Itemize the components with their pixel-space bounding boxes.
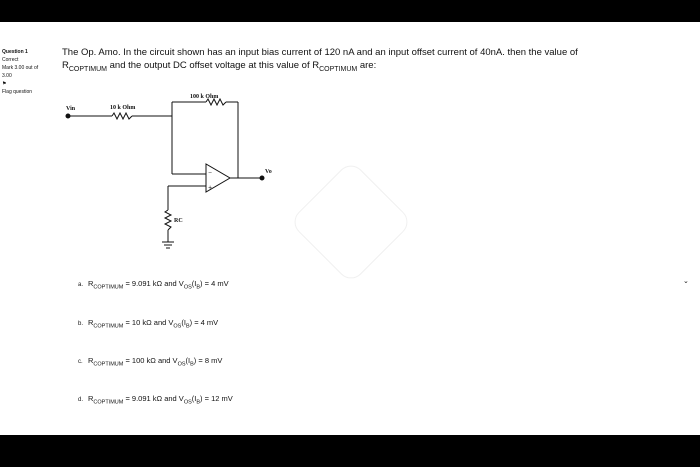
rc-label: RC <box>174 218 183 224</box>
option-text3: ) = 8 mV <box>193 356 223 365</box>
question-mark-total: 3.00 <box>2 73 12 79</box>
question-line-2 <box>62 59 687 76</box>
flag-icon: ⚑ <box>2 81 7 87</box>
question-status: Correct <box>2 57 19 63</box>
option-vsub: OS <box>173 323 182 330</box>
flag-question-link[interactable] <box>2 80 54 96</box>
option-r: R <box>88 279 94 288</box>
r-subscript-2: COPTIMUM <box>319 65 358 73</box>
option-text1: = 9.091 kΩ and V <box>123 279 184 288</box>
rf-label: 100 k Ohm <box>190 94 219 100</box>
option-vsub: OS <box>177 361 186 368</box>
option-vsub: OS <box>183 399 192 406</box>
r1-resistor <box>112 113 132 119</box>
opamp-minus: − <box>208 170 213 176</box>
option-letter: c. <box>78 359 83 365</box>
option-letter: a. <box>78 282 84 288</box>
question-text <box>62 46 687 76</box>
option-rsub: COPTIMUM <box>93 323 124 330</box>
option-rsub: COPTIMUM <box>93 284 124 291</box>
quiz-page <box>0 22 700 435</box>
option-b[interactable] <box>78 318 218 330</box>
option-isub: B <box>196 284 201 291</box>
question-line-1: The Op. Amo. In the circuit shown has an input bias current of 120 nA and an input offset current of 40nA. then the value of <box>62 47 578 58</box>
opamp-plus: + <box>208 185 213 191</box>
option-d[interactable] <box>78 394 233 406</box>
chevron-down-icon[interactable]: ⌄ <box>683 278 689 285</box>
option-a[interactable] <box>78 279 229 291</box>
vo-label: Vo <box>265 169 272 175</box>
option-isub: B <box>190 361 194 368</box>
r-subscript: COPTIMUM <box>68 65 107 73</box>
option-text2: (I <box>181 318 186 327</box>
question-line-2-mid: and the output DC offset voltage at this value of R <box>106 60 320 71</box>
option-text3: ) = 4 mV <box>200 279 229 288</box>
rc-resistor <box>165 210 171 230</box>
option-r: R <box>88 318 94 327</box>
option-text2: (I <box>191 394 197 403</box>
option-c[interactable] <box>78 356 222 368</box>
option-rsub: COPTIMUM <box>93 399 124 406</box>
option-letter: b. <box>78 321 84 327</box>
vin-terminal <box>66 114 70 118</box>
option-text1: = 10 kΩ and V <box>123 318 174 327</box>
option-isub: B <box>196 399 201 406</box>
option-text1: = 9.091 kΩ and V <box>123 394 184 403</box>
option-vsub: OS <box>183 284 192 291</box>
question-number: Question 1 <box>2 49 28 55</box>
option-r: R <box>88 356 94 365</box>
option-r: R <box>88 394 94 403</box>
option-letter: d. <box>78 397 84 403</box>
option-text1: = 100 kΩ and V <box>123 356 178 365</box>
circuit-diagram <box>60 92 290 262</box>
option-text2: (I <box>185 356 191 365</box>
vo-terminal <box>260 176 264 180</box>
r-symbol: R <box>62 60 69 71</box>
option-isub: B <box>185 323 190 330</box>
option-text3: ) = 12 mV <box>200 394 233 403</box>
question-line-2-suffix: are: <box>357 60 377 71</box>
r1-label: 10 k Ohm <box>110 105 136 111</box>
option-text2: (I <box>191 279 197 288</box>
vin-label: Vin <box>66 106 76 112</box>
option-text3: ) = 4 mV <box>189 318 219 327</box>
question-info-panel <box>2 48 54 96</box>
question-mark: Mark 3.00 out of <box>2 65 39 71</box>
flag-question-label: Flag question <box>2 89 33 95</box>
watermark-shape <box>289 160 413 284</box>
option-rsub: COPTIMUM <box>93 361 124 368</box>
